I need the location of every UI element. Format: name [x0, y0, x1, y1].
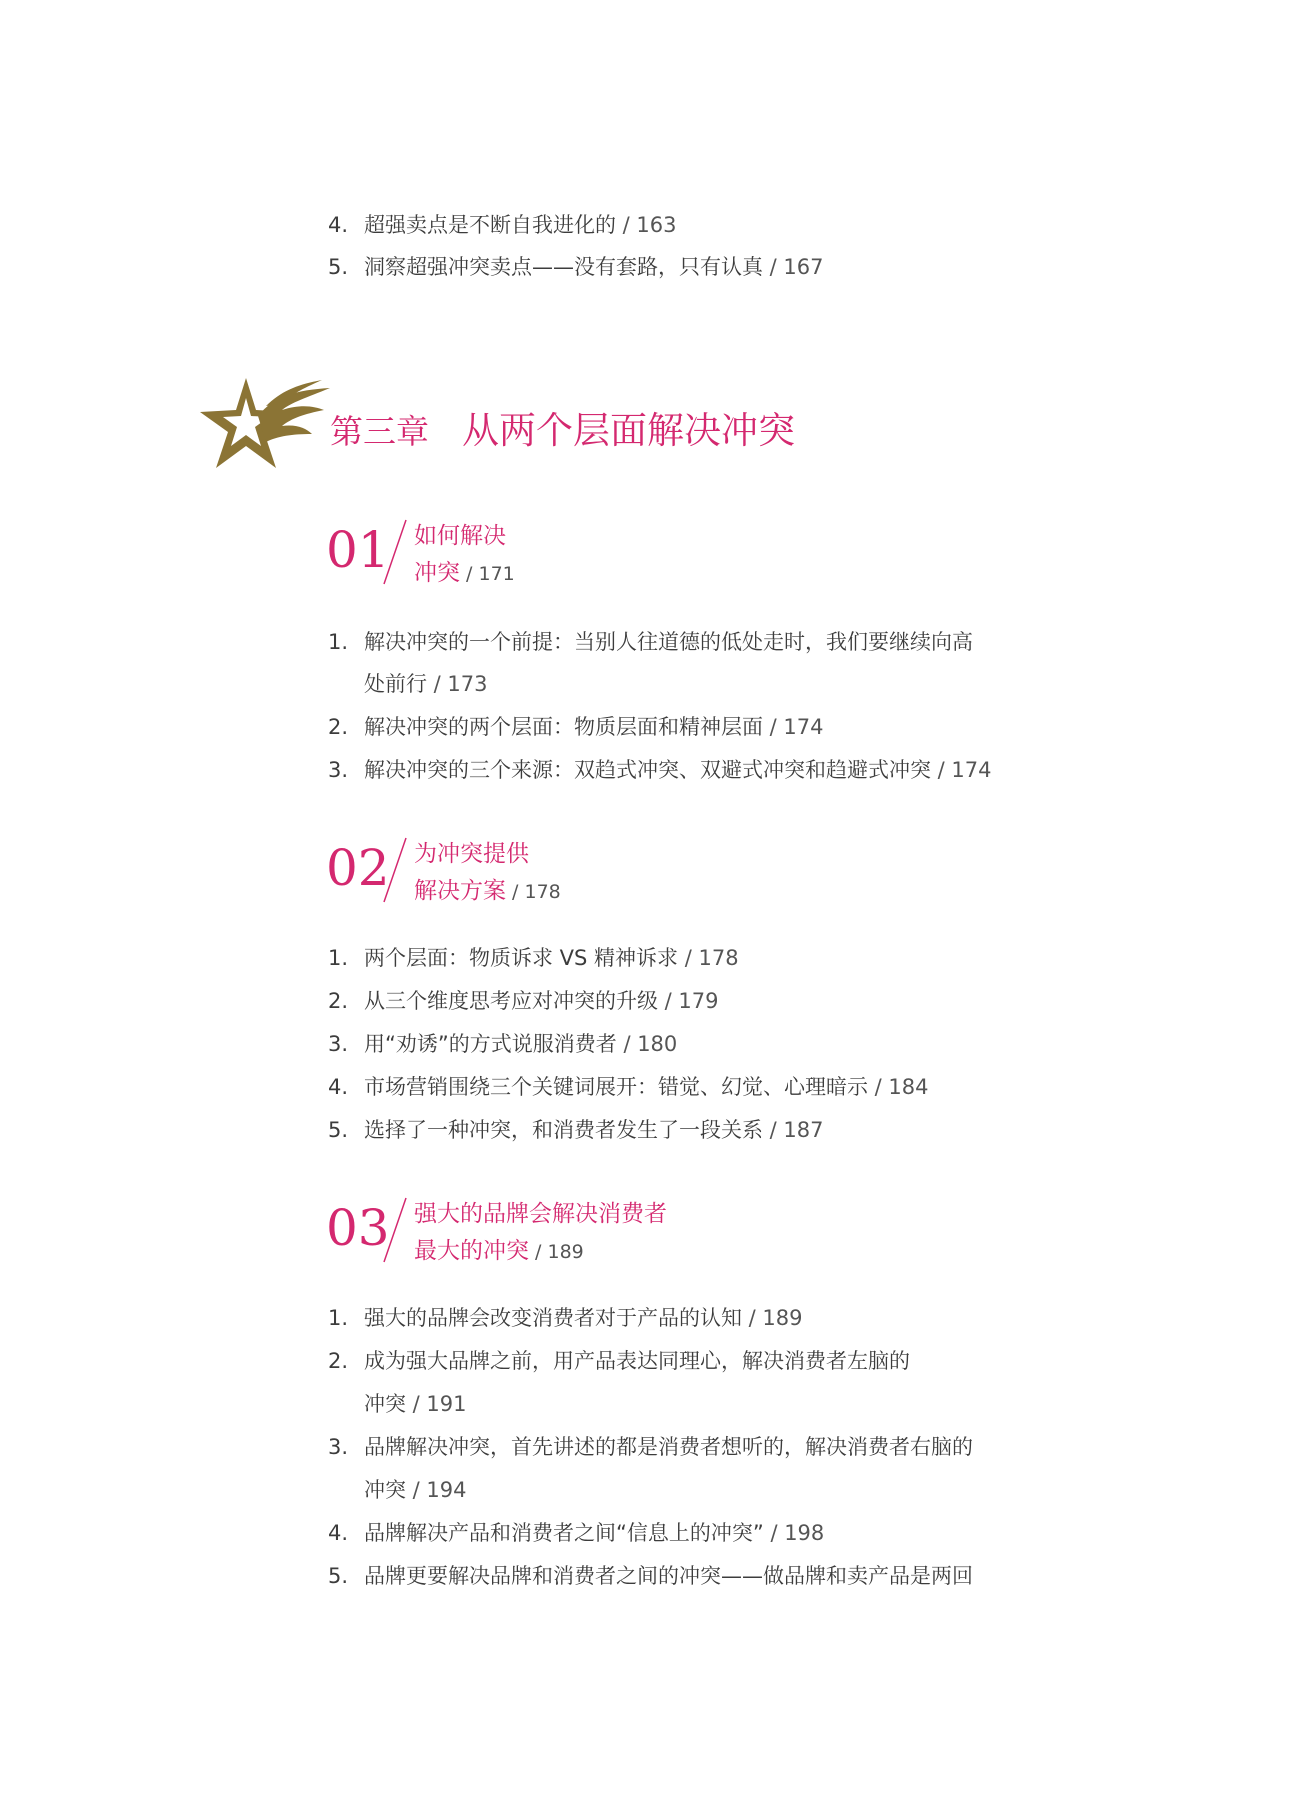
slash-divider	[376, 836, 416, 906]
section-number: 01	[326, 521, 390, 579]
list-item: 2. 成为强大品牌之前，用产品表达同理心，解决消费者左脑的	[328, 1349, 910, 1373]
section-title: 强大的品牌会解决消费者 最大的冲突 / 189	[414, 1201, 667, 1264]
list-item-continued: 处前行 / 173	[364, 672, 488, 696]
slash-divider	[376, 518, 416, 588]
section-number: 02	[326, 839, 390, 897]
list-item: 5. 选择了一种冲突，和消费者发生了一段关系 / 187	[328, 1118, 824, 1142]
list-item: 2. 解决冲突的两个层面：物质层面和精神层面 / 174	[328, 715, 824, 739]
chapter-heading	[196, 376, 836, 476]
list-item: 2. 从三个维度思考应对冲突的升级 / 179	[328, 989, 719, 1013]
list-item: 1. 两个层面：物质诉求 VS 精神诉求 / 178	[328, 946, 739, 970]
list-item: 1. 强大的品牌会改变消费者对于产品的认知 / 189	[328, 1306, 803, 1330]
section-number: 03	[326, 1199, 390, 1257]
list-item: 4. 超强卖点是不断自我进化的 / 163	[328, 213, 677, 237]
list-item: 3. 品牌解决冲突，首先讲述的都是消费者想听的，解决消费者右脑的	[328, 1435, 973, 1459]
list-item-continued: 冲突 / 191	[364, 1392, 467, 1416]
list-item: 1. 解决冲突的一个前提：当别人往道德的低处走时，我们要继续向高	[328, 630, 973, 654]
chapter-title: 从两个层面解决冲突	[462, 409, 795, 452]
slash-divider	[376, 1196, 416, 1266]
list-item: 3. 用“劝诱”的方式说服消费者 / 180	[328, 1032, 678, 1056]
list-item: 4. 品牌解决产品和消费者之间“信息上的冲突” / 198	[328, 1521, 825, 1545]
section-title: 为冲突提供 解决方案 / 178	[414, 841, 561, 904]
list-item: 4. 市场营销围绕三个关键词展开：错觉、幻觉、心理暗示 / 184	[328, 1075, 929, 1099]
section-title: 如何解决 冲突 / 171	[414, 523, 515, 586]
list-item-continued: 冲突 / 194	[364, 1478, 467, 1502]
list-item: 5. 品牌更要解决品牌和消费者之间的冲突——做品牌和卖产品是两回	[328, 1564, 973, 1588]
list-item: 5. 洞察超强冲突卖点——没有套路，只有认真 / 167	[328, 255, 824, 279]
star-flame-icon	[196, 376, 336, 476]
chapter-number: 第三章	[330, 412, 429, 451]
list-item: 3. 解决冲突的三个来源：双趋式冲突、双避式冲突和趋避式冲突 / 174	[328, 758, 992, 782]
